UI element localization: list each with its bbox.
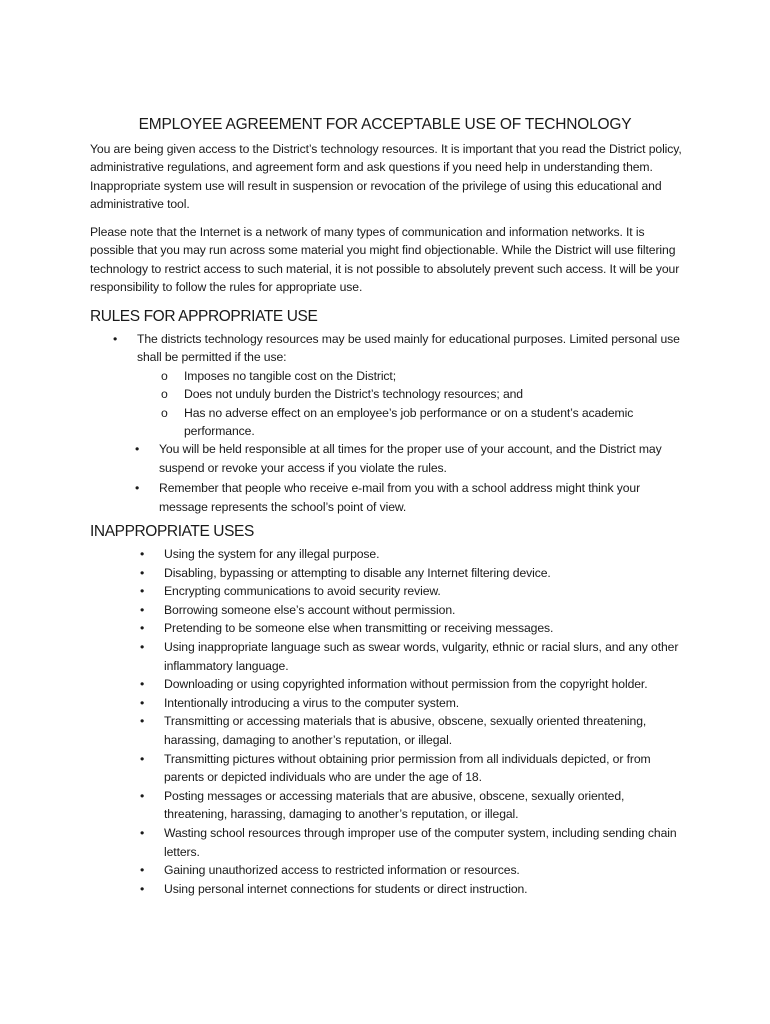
rule-subitem xyxy=(161,367,688,385)
list-item-text: Downloading or using copyrighted information without permission from the copyright holder. xyxy=(164,677,648,692)
list-item xyxy=(140,638,685,675)
bullet-icon: • xyxy=(140,881,145,896)
list-item-text: Transmitting or accessing materials that is abusive, obscene, sexually oriented threatening, harassing, damaging to another’s reputation, or illegal. xyxy=(164,714,647,747)
list-item xyxy=(140,787,685,824)
rule-item-text: Remember that people who receive e-mail from you with a school address might think your message represents the school’s point of view. xyxy=(159,481,641,514)
rule-item xyxy=(113,330,688,440)
document-title: EMPLOYEE AGREEMENT FOR ACCEPTABLE USE OF TECHNOLOGY xyxy=(138,116,632,133)
list-item xyxy=(140,619,685,638)
bullet-icon: • xyxy=(113,332,118,346)
list-item-text: Posting messages or accessing materials that are abusive, obscene, sexually oriented, threatening, harassing, damaging to another’s reputation, or illegal. xyxy=(164,788,625,822)
list-item xyxy=(140,712,685,749)
circle-bullet-icon: o xyxy=(161,387,168,402)
internet-paragraph: Please note that the Internet is a network of many types of communication and information networks. It is possible that you may run across some material you might find objectionable. While the District will use filtering technology to restrict access to such material, it is not possible to absolutely prevent such access. It will be your responsibility to follow the rules for appropriate use. xyxy=(90,225,680,295)
circle-bullet-icon: o xyxy=(161,368,168,383)
list-item xyxy=(140,582,685,601)
list-item-text: Using inappropriate language such as swear words, vulgarity, ethnic or racial slurs, and any other inflammatory language. xyxy=(164,639,679,673)
list-item-text: Using the system for any illegal purpose. xyxy=(164,547,380,561)
bullet-icon: • xyxy=(140,751,145,766)
bullet-icon: • xyxy=(140,547,145,561)
inappropriate-uses-list xyxy=(140,545,685,898)
bullet-icon: • xyxy=(140,639,145,654)
inappropriate-uses-heading: INAPPROPRIATE USES xyxy=(90,523,254,540)
list-item xyxy=(140,694,685,713)
list-item-text: Wasting school resources through improper use of the computer system, including sending chain letters. xyxy=(164,825,677,859)
list-item-text: Encrypting communications to avoid security review. xyxy=(164,584,441,599)
list-item xyxy=(140,880,685,899)
rules-heading: RULES FOR APPROPRIATE USE xyxy=(90,308,318,325)
rule-item xyxy=(135,440,688,477)
circle-bullet-icon: o xyxy=(161,405,168,420)
bullet-icon: • xyxy=(140,565,145,580)
bullet-icon: • xyxy=(140,621,145,636)
bullet-icon: • xyxy=(140,695,145,710)
bullet-icon: • xyxy=(140,863,145,878)
list-item-text: Using personal internet connections for students or direct instruction. xyxy=(164,881,528,896)
list-item-text: Borrowing someone else’s account without permission. xyxy=(164,602,456,617)
list-item xyxy=(140,601,685,620)
list-item xyxy=(140,564,685,583)
list-item xyxy=(140,824,685,861)
list-item-text: Intentionally introducing a virus to the computer system. xyxy=(164,695,460,710)
list-item-text: Disabling, bypassing or attempting to disable any Internet filtering device. xyxy=(164,565,551,580)
rule-subitem-text: Has no adverse effect on an employee’s job performance or on a student’s academic performance. xyxy=(184,405,634,439)
list-item-text: Pretending to be someone else when transmitting or receiving messages. xyxy=(164,621,554,636)
bullet-icon: • xyxy=(135,481,140,496)
rule-item-text: The districts technology resources may be used mainly for educational purposes. Limited personal use shall be permitted if the use: xyxy=(137,332,680,365)
list-item xyxy=(140,675,685,694)
list-item xyxy=(140,545,685,564)
rule-subitem xyxy=(161,385,688,403)
bullet-icon: • xyxy=(140,714,145,729)
rule-sublist xyxy=(137,367,688,441)
bullet-icon: • xyxy=(140,825,145,840)
bullet-icon: • xyxy=(135,442,140,457)
rule-subitem xyxy=(161,404,688,441)
list-item xyxy=(140,861,685,880)
bullet-icon: • xyxy=(140,584,145,599)
bullet-icon: • xyxy=(140,602,145,617)
list-item xyxy=(140,750,685,787)
list-item-text: Gaining unauthorized access to restricted information or resources. xyxy=(164,863,520,878)
rule-item-text: You will be held responsible at all times for the proper use of your account, and the District may suspend or revoke your access if you violate the rules. xyxy=(159,442,662,475)
rule-subitem-text: Imposes no tangible cost on the District; xyxy=(184,368,396,383)
rule-item xyxy=(135,479,688,516)
bullet-icon: • xyxy=(140,677,145,692)
intro-paragraph: You are being given access to the District’s technology resources. It is important that you read the District policy, administrative regulations, and agreement form and ask questions if you need help in understanding them. Inappropriate system use will result in suspension or revocation of the privilege of using this educational and administrative tool. xyxy=(90,142,682,212)
rule-subitem-text: Does not unduly burden the District’s technology resources; and xyxy=(184,387,523,402)
list-item-text: Transmitting pictures without obtaining prior permission from all individuals depicted, or from parents or depicted individuals who are under the age of 18. xyxy=(164,751,651,785)
rules-list xyxy=(113,330,688,516)
bullet-icon: • xyxy=(140,788,145,803)
